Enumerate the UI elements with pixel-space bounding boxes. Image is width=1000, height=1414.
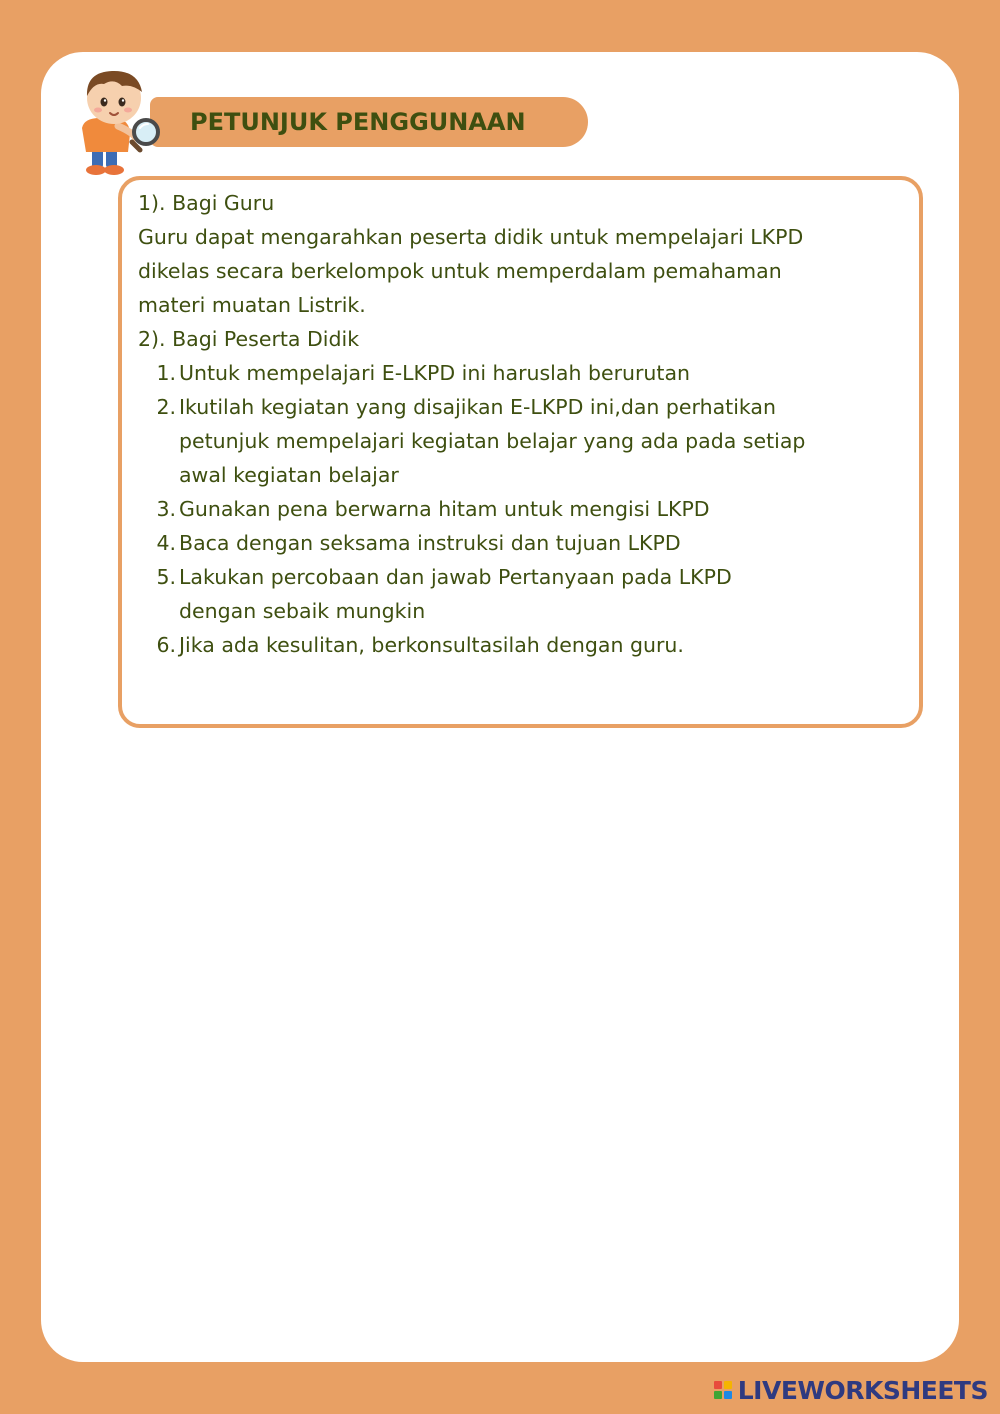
guru-heading: 1). Bagi Guru bbox=[138, 191, 275, 215]
boy-with-magnifier-illustration bbox=[70, 66, 170, 178]
logo-square bbox=[714, 1391, 722, 1399]
watermark-text: LIVEWORKSHEETS bbox=[737, 1375, 988, 1405]
list-item-text: Jika ada kesulitan, berkonsultasilah dengan guru. bbox=[179, 633, 684, 657]
list-item-number: 2. bbox=[156, 395, 176, 419]
list-item-text: Gunakan pena berwarna hitam untuk mengisi LKPD bbox=[179, 497, 710, 521]
list-item-text: Untuk mempelajari E-LKPD ini haruslah berurutan bbox=[179, 361, 691, 385]
liveworksheets-watermark bbox=[714, 1375, 988, 1405]
list-item bbox=[138, 356, 908, 390]
guru-line: dikelas secara berkelompok untuk memperdalam pemahaman bbox=[138, 259, 782, 283]
peserta-heading: 2). Bagi Peserta Didik bbox=[138, 327, 360, 351]
list-item-number: 3. bbox=[156, 497, 176, 521]
list-item bbox=[138, 560, 908, 628]
instructions-content bbox=[138, 186, 908, 662]
logo-square bbox=[724, 1391, 732, 1399]
list-item-number: 1. bbox=[156, 361, 176, 385]
guru-line: materi muatan Listrik. bbox=[138, 293, 366, 317]
list-item-text: Ikutilah kegiatan yang disajikan E-LKPD ini,dan perhatikan bbox=[179, 395, 776, 419]
list-item-text: dengan sebaik mungkin bbox=[179, 599, 426, 623]
guru-line: Guru dapat mengarahkan peserta didik untuk mempelajari LKPD bbox=[138, 225, 804, 249]
list-item bbox=[138, 390, 908, 492]
list-item-number: 6. bbox=[156, 633, 176, 657]
list-item-text: awal kegiatan belajar bbox=[179, 463, 399, 487]
list-item-text: Lakukan percobaan dan jawab Pertanyaan pada LKPD bbox=[179, 565, 732, 589]
list-item bbox=[138, 492, 908, 526]
list-item-text: Baca dengan seksama instruksi dan tujuan LKPD bbox=[179, 531, 681, 555]
list-item bbox=[138, 526, 908, 560]
list-item-number: 4. bbox=[156, 531, 176, 555]
list-item-number: 5. bbox=[156, 565, 176, 589]
list-item bbox=[138, 628, 908, 662]
peserta-instruction-list bbox=[138, 356, 908, 662]
logo-square bbox=[714, 1381, 722, 1389]
liveworksheets-logo-icon bbox=[714, 1381, 732, 1399]
list-item-text: petunjuk mempelajari kegiatan belajar yang ada pada setiap bbox=[179, 429, 806, 453]
page-title: PETUNJUK PENGGUNAAN bbox=[190, 108, 526, 136]
logo-square bbox=[724, 1381, 732, 1389]
